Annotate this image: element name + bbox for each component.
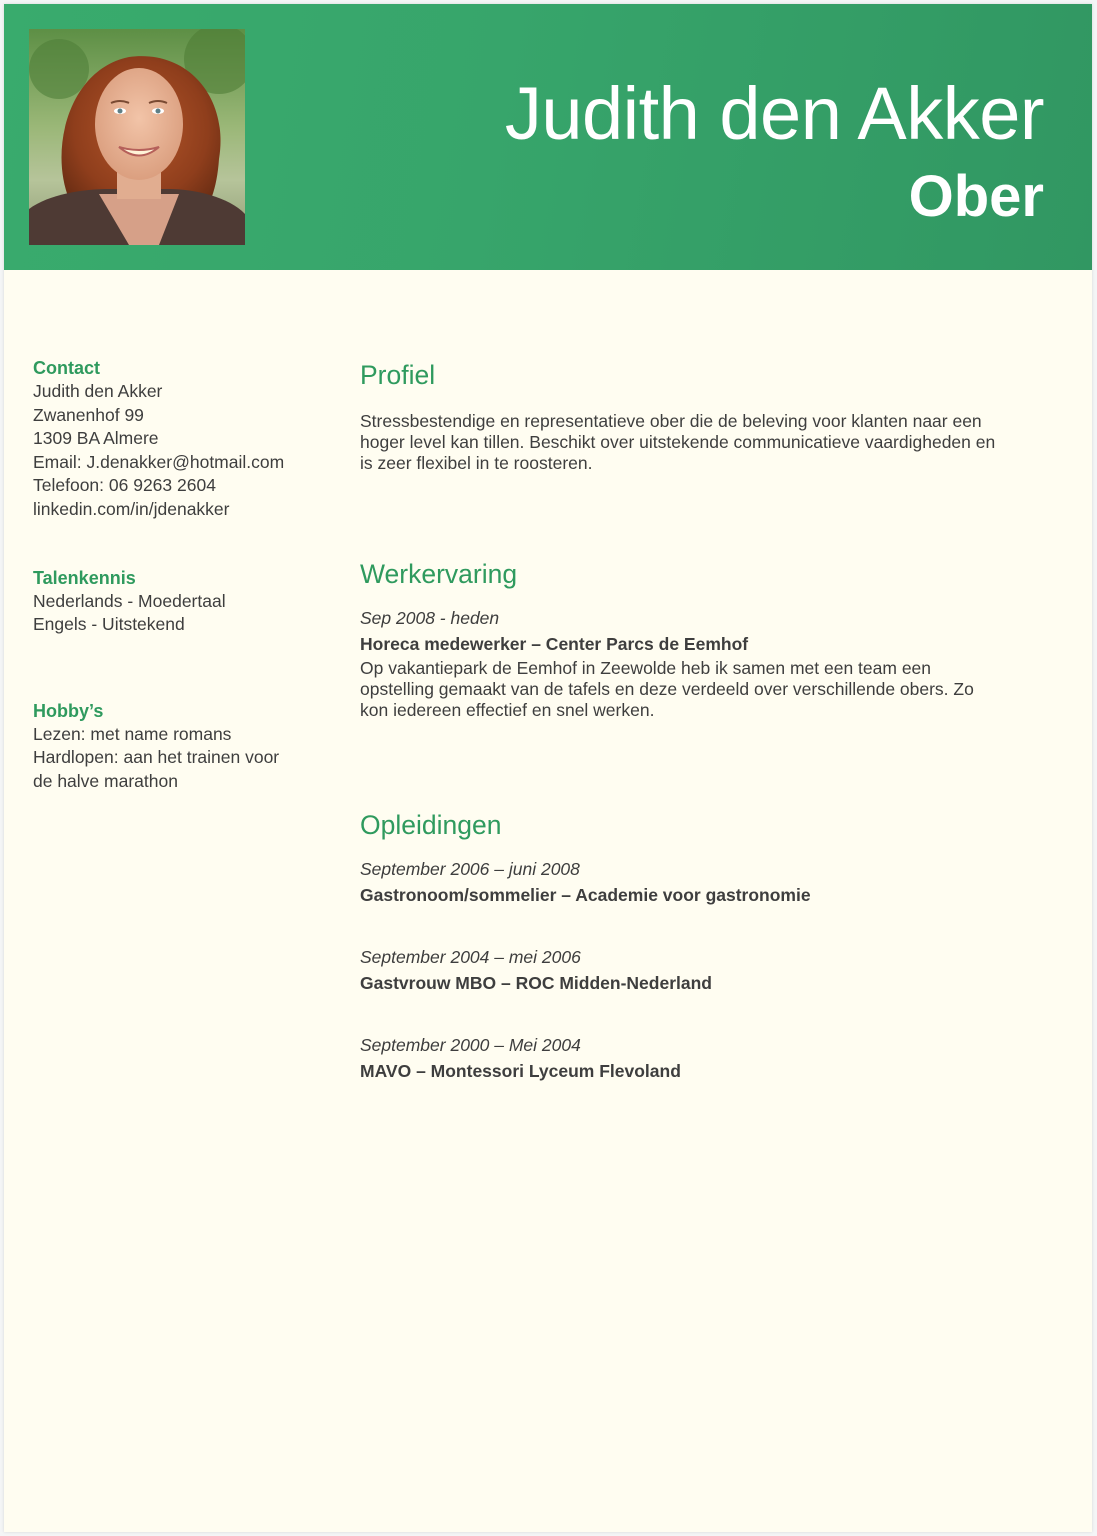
education-date: September 2006 – juni 2008 (360, 859, 580, 879)
section-title-profile: Profiel (360, 360, 436, 390)
hobby-item: Lezen: met name romans (33, 723, 232, 744)
education-date: September 2000 – Mei 2004 (360, 1035, 581, 1055)
experience-section (360, 558, 1020, 721)
language-item: Nederlands - Moedertaal (33, 590, 226, 611)
hobby-item: Hardlopen: aan het trainen voor de halve marathon (33, 747, 280, 791)
contact-email[interactable]: Email: J.denakker@hotmail.com (33, 451, 285, 472)
hobbies-section (33, 699, 323, 794)
education-item (360, 1033, 1020, 1083)
hobbies-heading: Hobby’s (33, 700, 104, 721)
experience-title: Horeca medewerker – Center Parcs de Eemhof (360, 634, 749, 654)
portrait-photo-icon (29, 29, 245, 245)
languages-heading: Talenkennis (33, 567, 136, 588)
experience-date: Sep 2008 - heden (360, 608, 500, 628)
language-item: Engels - Uitstekend (33, 614, 185, 635)
experience-description: Op vakantiepark de Eemhof in Zeewolde heb ik samen met een team een opstelling gemaakt van de tafels en deze verdeeld over verschillende obers. Zo kon iedereen effectief en snel werken. (360, 658, 974, 720)
education-title: MAVO – Montessori Lyceum Flevoland (360, 1061, 681, 1081)
education-title: Gastronoom/sommelier – Academie voor gastronomie (360, 885, 811, 905)
education-item (360, 945, 1020, 995)
portrait-photo (29, 29, 245, 245)
candidate-name: Judith den Akker (504, 72, 1044, 155)
education-title: Gastvrouw MBO – ROC Midden-Nederland (360, 973, 712, 993)
profile-section (360, 359, 1020, 474)
cv-page (4, 4, 1092, 1532)
main-content (360, 359, 1020, 1083)
contact-section (33, 356, 323, 522)
sidebar (33, 356, 323, 794)
profile-text: Stressbestendige en representatieve ober die de beleving voor klanten naar een hoger level kan tillen. Beschikt over uitstekende communicatieve vaardigheden en is zeer flexibel in te roosteren. (360, 411, 996, 473)
education-item (360, 857, 1020, 907)
contact-phone[interactable]: Telefoon: 06 9263 2604 (33, 475, 216, 496)
education-section (360, 809, 1020, 1083)
contact-heading: Contact (33, 358, 100, 378)
section-title-education: Opleidingen (360, 810, 502, 840)
job-title: Ober (908, 164, 1044, 229)
contact-street: Zwanenhof 99 (33, 404, 144, 425)
education-date: September 2004 – mei 2006 (360, 947, 581, 967)
cv-header (4, 4, 1092, 270)
languages-section (33, 566, 323, 637)
contact-linkedin[interactable]: linkedin.com/in/jdenakker (33, 498, 230, 519)
contact-city: 1309 BA Almere (33, 428, 159, 449)
contact-name: Judith den Akker (33, 381, 163, 401)
experience-item (360, 606, 1020, 721)
section-title-experience: Werkervaring (360, 559, 518, 589)
